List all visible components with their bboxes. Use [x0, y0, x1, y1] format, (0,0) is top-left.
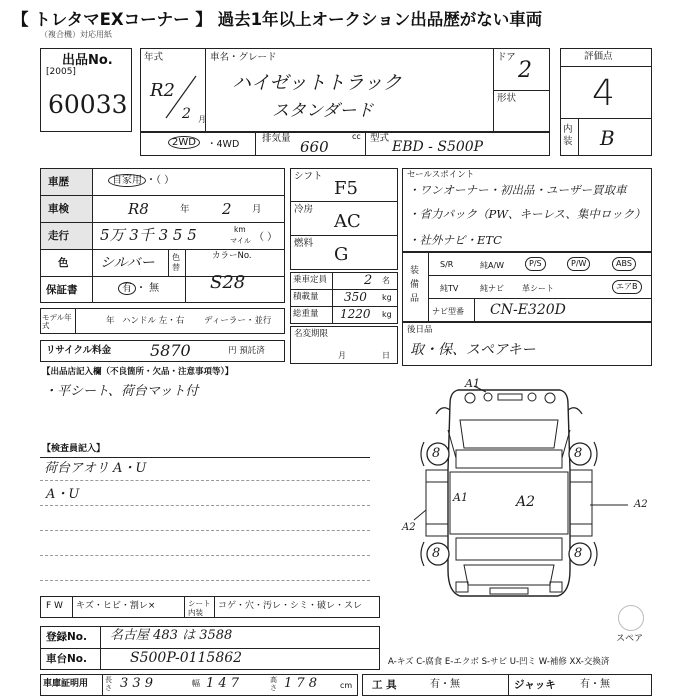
equipment-ps: P/S: [525, 257, 546, 271]
seat-options: コゲ・穴・汚レ・シミ・破レ・スレ: [218, 601, 363, 611]
divider: [75, 308, 76, 334]
divider: [40, 276, 285, 277]
load-value: 350: [344, 290, 367, 304]
recycle-value: 5870: [150, 341, 191, 360]
cooler-value: AC: [334, 211, 361, 232]
diagram-tire-front-left: 8: [432, 446, 441, 461]
weight-value: 1220: [340, 307, 371, 321]
divider: [185, 249, 186, 303]
doors-value: 2: [518, 58, 532, 83]
diagram-tire-front-right: 8: [574, 446, 583, 461]
sales-points-line-1: ・ワンオーナー・初出品・ユーザー買取車: [408, 183, 627, 197]
model-label: 車名・グレード: [210, 52, 277, 63]
shape-label: 形状: [497, 93, 517, 104]
sales-points-line-3: ・社外ナビ・ETC: [408, 233, 502, 247]
weight-label: 総重量: [293, 309, 319, 319]
warranty-value: 有 ・ 無: [118, 284, 159, 294]
divider: [168, 249, 169, 276]
vehicle-diagram: [390, 370, 660, 610]
year-era: R2: [150, 80, 176, 101]
mileage-label: 走行: [48, 230, 69, 242]
lot-label: 出品No.: [62, 53, 113, 68]
divider: [365, 132, 366, 156]
diagram-mark-a2-bed: A2: [516, 494, 536, 510]
later-parts-label: 後日品: [407, 325, 433, 335]
model-name: ハイゼットトラック: [232, 72, 402, 94]
year-month-unit: 月: [198, 115, 206, 124]
divider: [560, 118, 652, 119]
divider: [40, 530, 370, 531]
equipment-label: 装備品: [410, 266, 420, 304]
color-code-value: S28: [210, 272, 246, 293]
divider: [40, 505, 370, 506]
later-parts-value: 取・保、スペアキー: [410, 342, 536, 358]
score-value: 4: [592, 73, 615, 114]
model-year-unit: 年: [106, 316, 115, 326]
capacity-unit: 名: [382, 276, 390, 285]
engine-value: 660: [300, 138, 329, 156]
divider: [578, 118, 579, 156]
divider: [40, 580, 370, 581]
divider: [40, 555, 370, 556]
color-change-label: 色替: [172, 253, 180, 272]
divider: [184, 596, 185, 618]
divider: [214, 596, 215, 618]
inspector-line-2: A・U: [46, 487, 80, 502]
warranty-label: 保証書: [46, 284, 78, 296]
divider: [40, 457, 370, 458]
divider: [428, 252, 429, 322]
equipment-sr: S/R: [440, 260, 454, 269]
chassis-value: S500P-0115862: [130, 650, 243, 666]
history-label: 車歴: [48, 176, 69, 188]
lot-tag: [2005]: [46, 67, 76, 77]
divider: [560, 66, 652, 67]
interior-label: 内装: [563, 124, 573, 147]
color-label: 色: [58, 257, 69, 269]
diagram-tire-rear-right: 8: [574, 546, 583, 561]
capacity-label: 乗車定員: [293, 275, 328, 285]
capacity-value: 2: [364, 273, 373, 288]
interior-value: B: [600, 126, 615, 150]
divider: [40, 249, 285, 250]
equipment-alloy: 純A/W: [480, 261, 505, 270]
cooler-label: 冷房: [294, 204, 314, 215]
inspector-line-1: 荷台アオリ A・U: [44, 461, 147, 476]
jack-value: 有・無: [580, 679, 610, 690]
diagram-mark-a1-top: A1: [465, 377, 480, 390]
type-value: EBD - S500P: [392, 139, 484, 155]
equipment-nav-label: ナビ型番: [432, 307, 464, 316]
divider: [72, 596, 73, 618]
dimensions-label: 車庫証明用: [43, 679, 89, 689]
recycle-label: リサイクル料金: [46, 345, 112, 356]
divider: [92, 168, 93, 303]
drive-2wd: 2WD: [168, 138, 200, 148]
jack-label: ジャッキ: [514, 679, 556, 691]
chassis-label: 車台No.: [46, 653, 87, 665]
divider: [102, 674, 103, 696]
shift-value: F5: [334, 178, 358, 199]
inspector-label: 【検査員記入】: [42, 444, 106, 454]
equipment-abs: ABS: [612, 257, 636, 271]
notes-label: 【出品店記入欄（不良箇所・欠品・注意事項等）】: [42, 367, 234, 377]
lot-number: 60033: [48, 90, 128, 119]
divider: [40, 648, 380, 649]
notes-value: ・平シート、荷台マット付: [44, 384, 199, 399]
dimensions-width-label: 幅: [192, 679, 200, 688]
year-label: 年式: [144, 52, 164, 63]
dimensions-width-value: 1 4 7: [206, 676, 240, 691]
fuel-value: G: [334, 244, 349, 265]
sales-points-label: セールスポイント: [407, 170, 475, 180]
header-bar: [0, 0, 700, 30]
inspection-month: 2: [222, 200, 232, 218]
year-month: 2: [182, 106, 191, 122]
registration-change-label: 名変期限: [294, 329, 329, 339]
model-year-handle: ハンドル 左・右: [122, 316, 185, 326]
equipment-airbag: エアB: [612, 280, 642, 294]
equipment-tv: 純TV: [440, 284, 459, 293]
divider: [428, 275, 652, 276]
dimensions-length-value: 3 3 9: [120, 676, 154, 691]
reg-number-value: 名古屋 483 は 3588: [110, 628, 233, 643]
registration-change-day: 日: [382, 351, 390, 360]
divider: [332, 272, 333, 324]
load-label: 積載量: [293, 292, 319, 302]
type-label: 型式: [370, 133, 390, 144]
tools-label: 工 具: [372, 679, 397, 691]
inspection-era: R8: [128, 200, 149, 218]
diagram-tire-rear-left: 8: [432, 546, 441, 561]
spare-tire-icon: [618, 605, 644, 631]
sales-points-line-2: ・省力パック（PW、キーレス、集中ロック）: [408, 207, 646, 221]
color-code-label: カラーNo.: [212, 251, 252, 261]
dimensions-height-label: 高さ: [270, 676, 277, 692]
divider: [474, 298, 475, 322]
dimensions-unit: cm: [340, 681, 353, 690]
recycle-unit: 円 預託済: [228, 346, 265, 356]
divider: [255, 132, 256, 156]
engine-label: 排気量: [262, 133, 291, 144]
inspection-year-unit: 年: [180, 204, 190, 215]
mileage-unit-top: km: [234, 225, 246, 234]
history-value: 自家用 ・（ ）: [108, 176, 174, 186]
divider: [290, 201, 398, 202]
score-label: 評価点: [584, 51, 613, 62]
drive-4wd: ・4WD: [207, 139, 240, 150]
equipment-pw: P/W: [567, 257, 590, 271]
divider: [40, 480, 370, 481]
drive-engine-box: [140, 132, 550, 156]
divider: [493, 90, 550, 91]
equipment-nav: 純ナビ: [480, 284, 504, 293]
damage-legend: A-キズ C-腐食 E-エクボ S-サビ U-凹ミ W-補修 XX-交換済: [388, 657, 610, 667]
mileage-unit-bottom: マイル: [230, 237, 251, 245]
mileage-value: 5万 3千 3 5 5: [100, 226, 197, 244]
fw-options: キズ・ヒビ・割レ×: [76, 601, 156, 611]
model-year-label: モデル年式: [42, 313, 72, 330]
subnote: （複合機）対応用紙: [40, 30, 112, 39]
color-value: シルバー: [100, 255, 155, 271]
inspection-month-unit: 月: [252, 204, 262, 215]
load-unit: kg: [382, 293, 392, 302]
seat-label: シート内装: [188, 599, 211, 617]
dimensions-length-label: 長さ: [105, 676, 112, 692]
mileage-paren: （ ）: [254, 232, 278, 243]
model-year-dealer: ディーラー・並行: [204, 316, 272, 326]
weight-unit: kg: [382, 310, 392, 319]
engine-unit: cc: [352, 132, 361, 141]
tools-value: 有・無: [430, 679, 460, 690]
registration-change-month: 月: [338, 351, 346, 360]
equipment-leather: 革シート: [522, 284, 554, 293]
doors-label: ドア: [497, 52, 516, 63]
model-grade: スタンダード: [272, 101, 374, 121]
reg-number-label: 登録No.: [46, 631, 87, 643]
dimensions-height-value: 1 7 8: [284, 676, 318, 691]
divider: [428, 298, 652, 299]
divider: [508, 674, 509, 696]
diagram-mark-a1-bed: A1: [453, 491, 468, 504]
diagram-mark-a2-left: A2: [402, 522, 416, 533]
year-slash: [160, 72, 200, 122]
equipment-nav-value: CN-E320D: [490, 302, 566, 318]
inspection-label: 車検: [48, 203, 69, 215]
fw-label: F W: [46, 601, 63, 611]
diagram-mark-a2-right: A2: [634, 499, 648, 510]
divider: [290, 235, 398, 236]
spare-label: スペア: [616, 634, 644, 644]
fuel-label: 燃料: [294, 238, 314, 249]
header-title: 【 トレタマEXコーナー 】 過去1年以上オークション出品歴がない車両: [12, 10, 543, 29]
shift-label: シフト: [294, 171, 323, 182]
